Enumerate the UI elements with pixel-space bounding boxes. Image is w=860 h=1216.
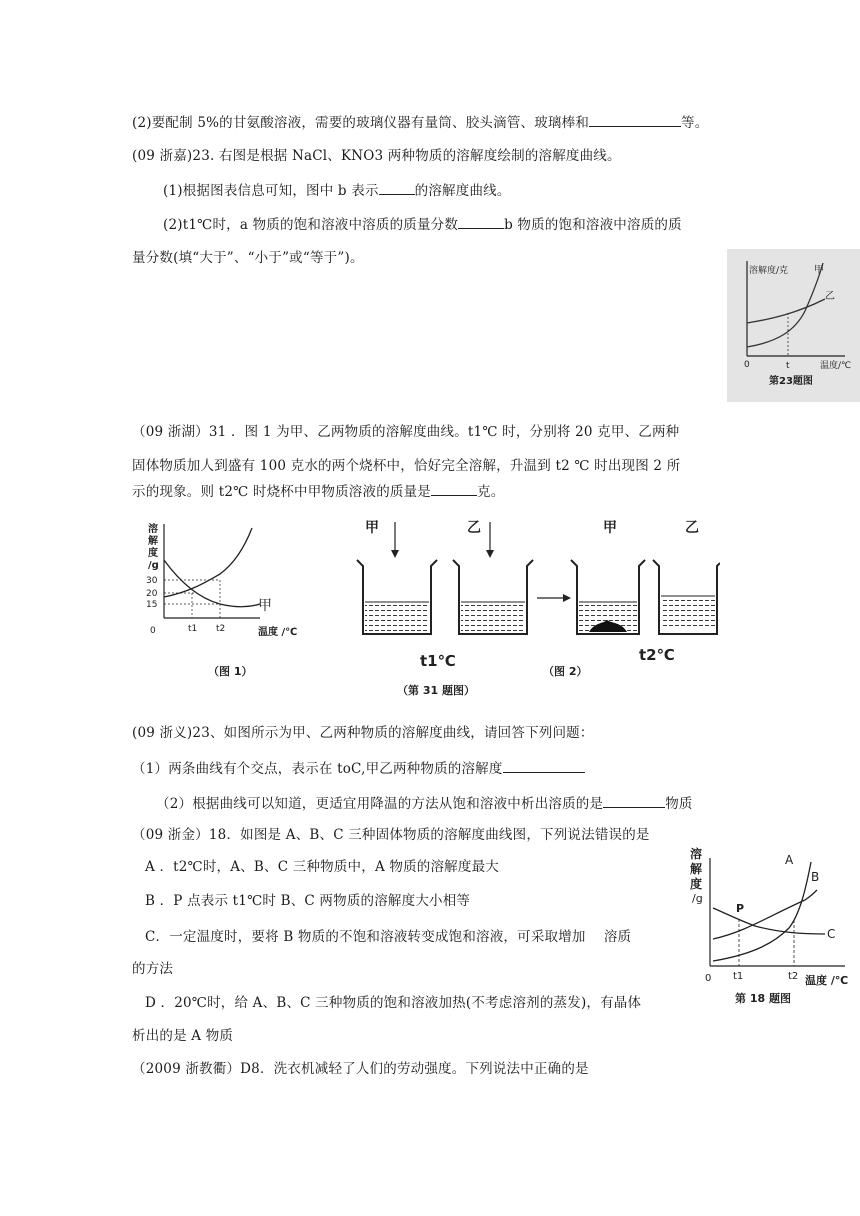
q18-solubility-chart <box>685 838 860 1010</box>
q23b-part2 <box>156 794 693 813</box>
q31-fig1-xtick-t1: t1 <box>188 624 198 634</box>
q18-label-c: C <box>827 927 836 941</box>
q18-xtick-t2: t2 <box>788 971 799 982</box>
q31-fig2-label-yi-1: 乙 <box>467 520 481 536</box>
q31-fig1-ylabel-2: 解 <box>148 536 158 547</box>
q23b-part2-blank[interactable] <box>603 794 665 808</box>
q23-part2-a: (2)t1℃时，a 物质的饱和溶液中溶质的质量分数 <box>163 217 459 233</box>
q31-fig1-curve-rising <box>164 528 252 597</box>
q31-fig2-label-jia-2: 甲 <box>603 520 617 536</box>
q23b-stem: (09 浙义)23、如图所示为甲、乙两种物质的溶解度曲线，请回答下列问题： <box>132 725 594 741</box>
q31-answer-blank[interactable] <box>431 482 477 496</box>
q23-origin: 0 <box>744 360 750 370</box>
q31-line1: （09 浙湖）31 ．图 1 为甲、乙两物质的溶解度曲线。t1℃ 时，分别将 20 克甲、乙两种 <box>132 424 680 440</box>
q18-option-b[interactable]: B ．P 点表示 t1℃时 B、C 两物质的溶解度大小相等 <box>145 893 471 909</box>
q23-figure <box>727 249 860 402</box>
q23b-part1-text: （1）两条曲线有个交点，表示在 toC,甲乙两种物质的溶解度 <box>132 761 503 777</box>
q23-part1-blank[interactable] <box>379 181 415 195</box>
q23-xtick-t: t <box>786 361 790 371</box>
q23-part1-a: (1)根据图表信息可知，图中 b 表示 <box>163 183 379 199</box>
q18-stem: （09 浙金）18．如图是 A、B、C 三种固体物质的溶解度曲线图，下列说法错误的是 <box>132 827 650 843</box>
q1-answer-blank[interactable] <box>589 113 681 127</box>
q31-fig1-origin: 0 <box>150 626 156 636</box>
q31-fig1-ylabel-4: /g <box>148 560 159 571</box>
q31-overall-caption: （第 31 题图） <box>397 684 475 697</box>
q23b-part1 <box>132 759 585 778</box>
q31-fig2-beaker-2 <box>453 560 533 634</box>
q18-ylabel-4: /g <box>692 892 703 905</box>
q18-option-c-line2: 的方法 <box>132 961 174 977</box>
q1-text-a: (2)要配制 5%的甘氨酸溶液，需要的玻璃仪器有量筒、胶头滴管、玻璃棒和 <box>132 115 590 131</box>
q31-fig1-ylabel-3: 度 <box>148 548 158 559</box>
q31-fig2-beaker-4 <box>653 560 720 634</box>
q23-label-jia: 甲 <box>814 265 824 276</box>
q18-caption: 第 18 题图 <box>735 992 791 1005</box>
q1-line <box>132 113 708 132</box>
q23-part2-b: b 物质的饱和溶液中溶质的质 <box>504 217 682 233</box>
q23-part1 <box>163 181 511 200</box>
q18-option-d-line1[interactable]: D ．20℃时，给 A、B、C 三种物质的饱和溶液加热(不考虑溶剂的蒸发)，有晶体 <box>145 995 642 1011</box>
q31-fig1-xtick-t2: t2 <box>216 624 226 634</box>
q23-caption: 第23题图 <box>769 376 813 387</box>
q23-part2-blank[interactable] <box>458 215 504 229</box>
q31-fig1-curve-jia <box>164 560 260 607</box>
q18-figure <box>685 838 860 1010</box>
qd8-stem: （2009 浙教衢）D8．洗衣机减轻了人们的劳动强度。下列说法中正确的是 <box>132 1061 589 1077</box>
q23-xlabel: 温度/℃ <box>820 361 852 371</box>
q18-ylabel-2: 解 <box>690 862 703 876</box>
q23b-part2-b: 物质 <box>665 796 693 812</box>
q31-line3-b: 克。 <box>477 484 505 500</box>
q31-fig1-label-jia: 甲 <box>258 598 272 614</box>
q31-fig1-ylabel-1: 溶 <box>148 524 158 535</box>
q23b-part1-blank[interactable] <box>503 759 585 773</box>
q18-option-d-line2: 析出的是 A 物质 <box>132 1028 234 1044</box>
q31-line3-a: 示的现象。则 t2℃ 时烧杯中甲物质溶液的质量是 <box>132 484 431 500</box>
q18-curve-a <box>713 862 811 961</box>
q1-text-b: 等。 <box>681 115 709 131</box>
q18-curve-c <box>713 908 825 934</box>
q23-ylabel: 溶解度/克 <box>749 266 789 276</box>
q18-xtick-t1: t1 <box>733 971 744 982</box>
q18-label-b: B <box>811 870 820 884</box>
q23-stem: (09 浙嘉)23. 右图是根据 NaCl、KNO3 两种物质的溶解度绘制的溶解度曲线。 <box>132 148 621 164</box>
q31-fig1-chart <box>140 518 320 683</box>
q18-label-p: P <box>736 902 745 915</box>
q18-ylabel-3: 度 <box>690 877 703 891</box>
q18-label-a: A <box>785 853 794 867</box>
q31-fig2-label-yi-2: 乙 <box>685 520 699 536</box>
q18-origin: 0 <box>705 973 712 984</box>
q31-line2: 固体物质加人到盛有 100 克水的两个烧杯中，恰好完全溶解，升温到 t2 ℃ 时出现图 2 所 <box>132 458 681 474</box>
q18-ylabel-1: 溶 <box>690 847 703 861</box>
q31-fig1-xlabel: 温度 /℃ <box>258 627 298 638</box>
q31-line3 <box>132 482 504 501</box>
q31-fig2-temp-t2: t2℃ <box>639 646 675 664</box>
q31-fig1-ytick-20: 20 <box>146 589 158 599</box>
q23-curve-yi <box>747 299 825 323</box>
q23-part2-cont: 量分数(填“大于”、“小于”或“等于”)。 <box>132 250 364 266</box>
q23-part1-b: 的溶解度曲线。 <box>414 183 511 199</box>
q23-part2 <box>163 215 682 234</box>
q23-solubility-chart <box>727 249 860 402</box>
q31-fig2-temp-t1: t1℃ <box>420 652 456 670</box>
q18-option-c-line1[interactable]: C．一定温度时，要将 B 物质的不饱和溶液转变成饱和溶液，可采取增加 溶质 <box>145 929 632 945</box>
q31-fig2-caption: （图 2） <box>543 665 588 678</box>
q18-xlabel: 温度 /℃ <box>805 974 849 987</box>
q31-fig2-beaker-3 <box>571 560 645 634</box>
q31-fig2-beaker-1 <box>357 560 437 634</box>
q18-option-a[interactable]: A ．t2℃时，A、B、C 三种物质中，A 物质的溶解度最大 <box>145 859 499 875</box>
q31-fig1-caption: （图 1） <box>208 665 253 678</box>
q31-fig2 <box>345 518 720 698</box>
q31-fig1-ytick-15: 15 <box>146 600 158 610</box>
q31-fig2-beakers <box>345 518 720 698</box>
q31-fig2-label-jia-1: 甲 <box>365 520 379 536</box>
q31-fig1 <box>140 518 320 683</box>
q23b-part2-a: （2）根据曲线可以知道，更适宜用降温的方法从饱和溶液中析出溶质的是 <box>156 796 604 812</box>
q31-fig1-ytick-30: 30 <box>146 576 158 586</box>
q23-label-yi: 乙 <box>825 291 835 302</box>
